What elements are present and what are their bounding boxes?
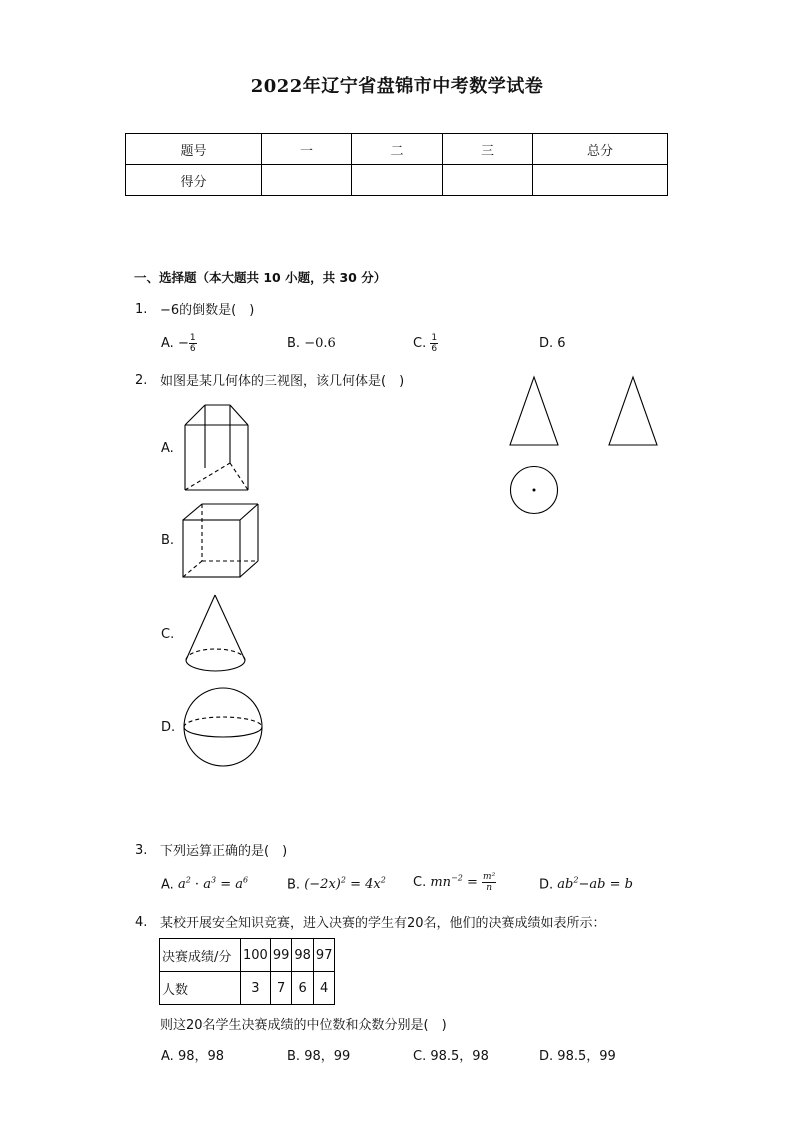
math-term: a xyxy=(203,877,211,893)
exponent: 3 xyxy=(210,876,217,885)
cone-figure xyxy=(182,592,252,676)
triangular-prism-figure xyxy=(180,400,255,495)
exponent: −2 xyxy=(451,873,463,883)
fraction-numerator: 1 xyxy=(189,333,196,343)
fraction-numerator: m² xyxy=(483,872,496,882)
table-row xyxy=(126,165,668,196)
math-term: ab xyxy=(557,877,574,893)
option-a xyxy=(161,1045,224,1064)
option-expression xyxy=(430,872,496,893)
option-expression xyxy=(557,877,633,892)
question-text: 则这20名学生决赛成绩的中位数和众数分别是( ) xyxy=(160,1018,447,1033)
exponent: 2 xyxy=(380,876,386,885)
page-title: 2022年辽宁省盘锦市中考数学试卷 xyxy=(250,76,544,97)
option-value: 98.5，98 xyxy=(430,1049,489,1064)
score-data-table xyxy=(159,938,335,1005)
math-term: −ab = b xyxy=(578,877,633,893)
option-label: A. xyxy=(161,877,174,893)
option-c-label: C. xyxy=(161,627,175,642)
exponent: 6 xyxy=(243,876,249,885)
option-label: B. xyxy=(287,336,301,351)
fraction xyxy=(189,333,197,354)
option-value: −0.6 xyxy=(304,336,336,351)
question-stem: 下列运算正确的是( ) xyxy=(160,844,288,859)
option-a-label: A. xyxy=(161,441,174,456)
option-value: 98，98 xyxy=(177,1049,225,1064)
table-cell: 99 xyxy=(270,939,292,972)
side-view-triangle xyxy=(609,377,657,445)
cube-figure xyxy=(180,500,262,582)
score-header-cell: 二 xyxy=(352,134,443,165)
option-label: C. xyxy=(413,336,427,351)
table-cell: 决赛成绩/分 xyxy=(160,939,241,972)
fraction xyxy=(430,333,438,354)
minus-sign: − xyxy=(177,336,189,351)
option-d xyxy=(539,876,633,892)
score-header-cell: 总分 xyxy=(533,134,668,165)
option-a xyxy=(161,333,197,354)
three-view-figure xyxy=(500,370,670,520)
exponent: 2 xyxy=(340,876,346,885)
exponent: 2 xyxy=(573,876,579,885)
score-table xyxy=(125,133,668,196)
table-row xyxy=(160,939,335,972)
score-header-cell: 一 xyxy=(262,134,352,165)
fraction-denominator: n xyxy=(486,883,492,893)
option-a xyxy=(161,876,248,892)
option-b xyxy=(287,1045,350,1064)
question-number: 1. xyxy=(135,302,148,317)
option-expression xyxy=(178,877,248,892)
score-cell xyxy=(352,165,443,196)
sphere-figure xyxy=(182,686,267,771)
question-stem: −6的倒数是( ) xyxy=(160,303,255,318)
front-view-triangle xyxy=(510,377,558,445)
table-cell: 7 xyxy=(270,972,292,1005)
question-number: 2. xyxy=(135,373,148,388)
option-expression xyxy=(304,877,386,892)
option-value: 6 xyxy=(557,336,566,351)
math-operator: = xyxy=(216,877,236,893)
math-term: mn xyxy=(430,875,452,890)
option-label: A. xyxy=(161,1049,174,1064)
fraction xyxy=(482,872,496,893)
exponent: 2 xyxy=(185,876,191,885)
section-heading: 一、选择题（本大题共 10 小题，共 30 分） xyxy=(134,270,387,285)
option-b-label: B. xyxy=(161,533,175,548)
option-d-label: D. xyxy=(161,720,176,735)
math-term: a xyxy=(235,877,243,893)
score-cell xyxy=(533,165,668,196)
option-c xyxy=(413,1045,489,1064)
math-operator: · xyxy=(190,877,204,893)
table-cell: 人数 xyxy=(160,972,241,1005)
score-header-cell: 题号 xyxy=(126,134,262,165)
option-label: D. xyxy=(539,877,554,893)
table-row xyxy=(160,972,335,1005)
option-value: 98.5，99 xyxy=(557,1049,616,1064)
option-value: 98，99 xyxy=(304,1049,351,1064)
option-b xyxy=(287,336,336,351)
question-number: 3. xyxy=(135,843,148,858)
math-term: = 4x xyxy=(345,877,381,893)
option-label: C. xyxy=(413,875,427,890)
option-d xyxy=(539,336,566,351)
score-cell xyxy=(443,165,533,196)
table-row xyxy=(126,134,668,165)
score-header-cell: 三 xyxy=(443,134,533,165)
fraction-denominator: 6 xyxy=(431,344,438,354)
question-stem: 某校开展安全知识竞赛，进入决赛的学生有20名，他们的决赛成绩如表所示： xyxy=(160,916,606,931)
math-term: a xyxy=(177,877,186,893)
option-label: C. xyxy=(413,1049,427,1064)
fraction-numerator: 1 xyxy=(431,333,438,343)
option-c xyxy=(413,872,496,893)
fraction-denominator: 6 xyxy=(189,344,196,354)
table-cell: 100 xyxy=(241,939,271,972)
question-stem: 如图是某几何体的三视图，该几何体是( ) xyxy=(160,374,405,389)
top-view-center-dot xyxy=(533,489,536,492)
question-number: 4. xyxy=(135,915,148,930)
option-b xyxy=(287,876,386,892)
table-cell: 97 xyxy=(313,939,335,972)
score-cell xyxy=(262,165,352,196)
option-label: A. xyxy=(161,336,174,351)
score-row-label: 得分 xyxy=(126,165,262,196)
option-label: D. xyxy=(539,336,554,351)
table-cell: 3 xyxy=(241,972,271,1005)
math-term: (−2x) xyxy=(304,877,341,893)
option-c xyxy=(413,333,438,354)
table-cell: 6 xyxy=(292,972,314,1005)
table-cell: 98 xyxy=(292,939,314,972)
option-d xyxy=(539,1045,616,1064)
table-cell: 4 xyxy=(313,972,335,1005)
math-operator: = xyxy=(462,875,483,890)
option-label: B. xyxy=(287,1049,301,1064)
option-label: B. xyxy=(287,877,301,893)
option-label: D. xyxy=(539,1049,554,1064)
